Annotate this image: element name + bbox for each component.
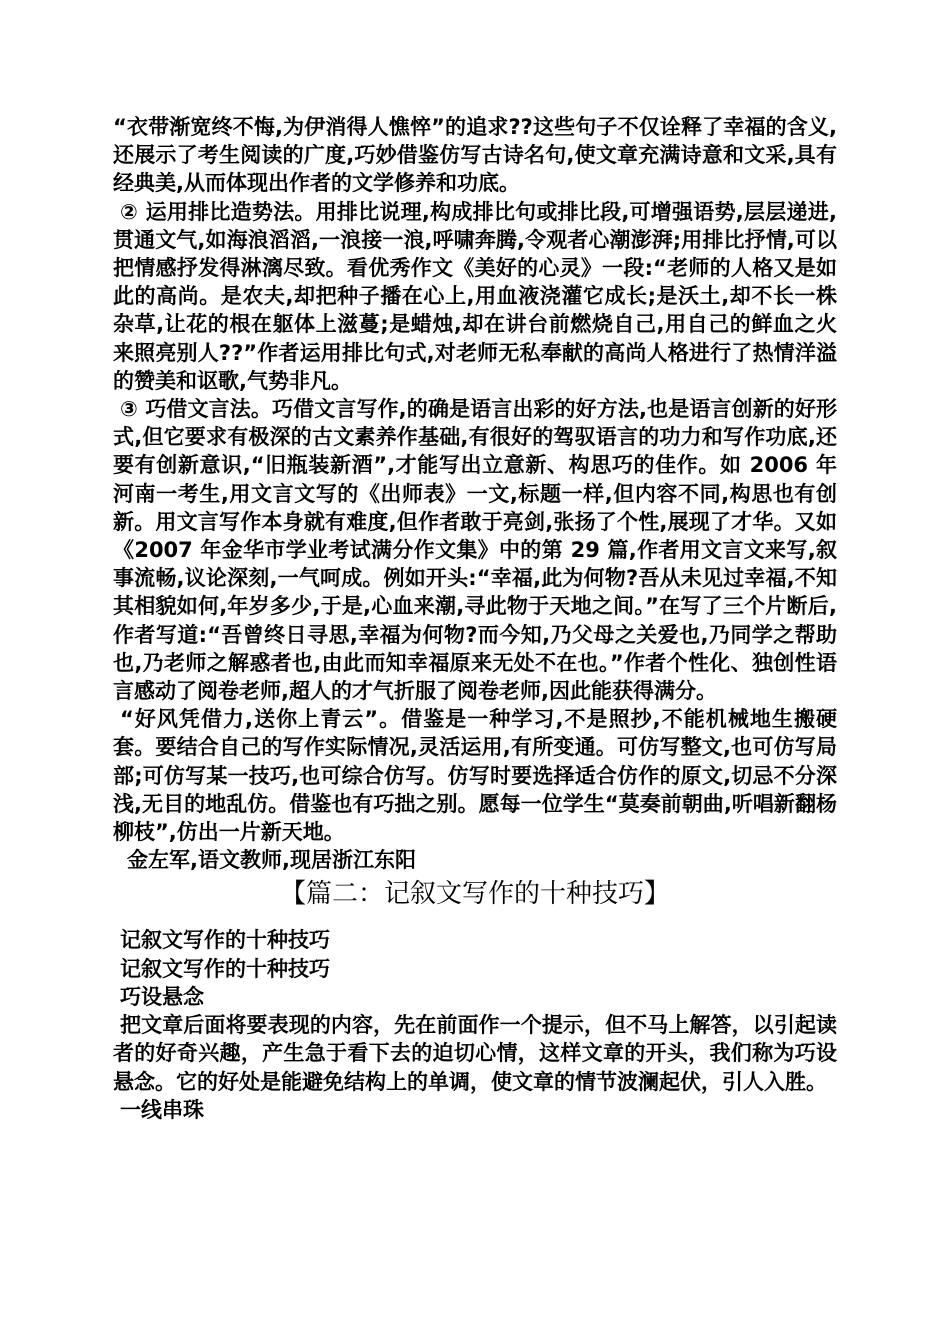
section-heading-repeat: 记叙文写作的十种技巧 [120, 956, 330, 981]
paragraph-suspense: 把文章后面将要表现的内容，先在前面作一个提示，但不马上解答，以引起读者的好奇兴趣，产生急于看下去的迫切心情，这样文章的开头，我们称为巧设悬念。它的好处是能避免结构上的单调，使文章的情节波澜起伏，引人入胜。 [113, 1013, 837, 1094]
paragraph-conclusion: “好风凭借力,送你上青云”。借鉴是一种学习,不是照抄,不能机械地生搬硬套。要结合自己的写作实际情况,灵活运用,有所变通。可仿写整文,也可仿写局部;可仿写某一技巧,也可综合仿写。仿写时要选择适合仿作的原文,切忌不分深浅,无目的地乱仿。借鉴也有巧拙之别。愿每一位学生“莫奏前朝曲,听唱新翻杨柳枝”,仿出一片新天地。 [113, 707, 837, 845]
subheading-thread: 一线串珠 [120, 1097, 204, 1122]
section-heading: 记叙文写作的十种技巧 [120, 928, 330, 953]
paragraph-quote-analysis: “衣带渐宽终不悔,为伊消得人憔悴”的追求??这些句子不仅诠释了幸福的含义,还展示了考生阅读的广度,巧妙借鉴仿写古诗名句,使文章充满诗意和文采,具有经典美,从而体现出作者的文学修养和功底。 [113, 115, 837, 196]
subheading-suspense: 巧设悬念 [120, 984, 204, 1009]
paragraph-classical-chinese-method: ③ 巧借文言法。巧借文言写作,的确是语言出彩的好方法,也是语言创新的好形式,但它要求有极深的古文素养作基础,有很好的驾驭语言的功力和写作功底,还要有创新意识,“旧瓶装新酒”,才能写出立意新、构思巧的佳作。如 2006 年河南一考生,用文言文写的《出师表》一文,标题一样,但内容不同,构思也有创新。用文言写作本身就有难度,但作者敢于亮剑,张扬了个性,展现了才华。又如《2007 年金华市学业考试满分作文集》中的第 29 篇,作者用文言文来写,叙事流畅,议论深刻,一气呵成。例如开头:“幸福,此为何物?吾从未见过幸福,不知其相貌如何,年岁多少,于是,心血来潮,寻此物于天地之间。”在写了三个片断后,作者写道:“吾曾终日寻思,幸福为何物?而今知,乃父母之关爱也,乃同学之帮助也,乃老师之解惑者也,由此而知幸福原来无处不在也。”作者个性化、独创性语言感动了阅卷老师,超人的才气折服了阅卷老师,因此能获得满分。 [113, 397, 837, 704]
author-byline: 金左军,语文教师,现居浙江东阳 [127, 848, 416, 873]
section-title: 【篇二：记叙文写作的十种技巧】 [279, 879, 670, 910]
document-page [113, 113, 837, 1124]
paragraph-parallelism-method: ② 运用排比造势法。用排比说理,构成排比句或排比段,可增强语势,层层递进,贯通文气,如海浪滔滔,一浪接一浪,呼啸奔腾,令观者心潮澎湃;用排比抒情,可以把情感抒发得淋漓尽致。看优秀作文《美好的心灵》一段:“老师的人格又是如此的高尚。是农夫,却把种子播在心上,用血液浇灌它成长;是沃土,却不长一株杂草,让花的根在躯体上滋蔓;是蜡烛,却在讲台前燃烧自己,用自己的鲜血之火来照亮别人??”作者运用排比句式,对老师无私奉献的高尚人格进行了热情洋溢的赞美和讴歌,气势非凡。 [113, 199, 837, 393]
